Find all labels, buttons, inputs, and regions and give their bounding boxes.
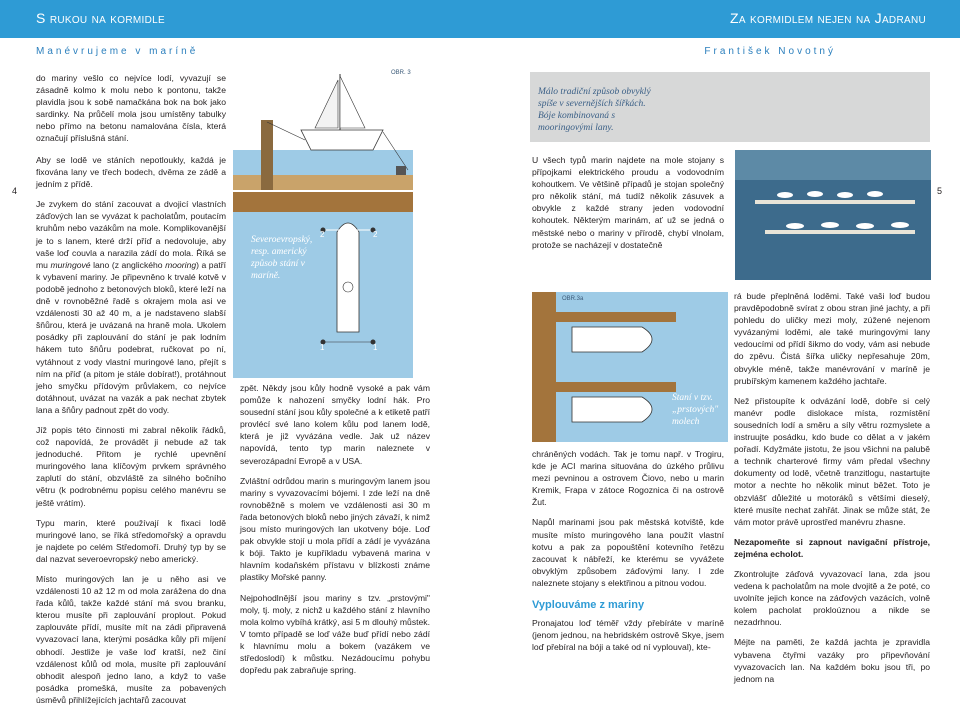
post-number-2b: 2 xyxy=(373,230,378,239)
marina-photo xyxy=(735,150,931,280)
column-2 xyxy=(240,382,430,684)
column-3-lower xyxy=(532,448,724,661)
col2-paragraph-2: Zvláštní odrůdou marin s muringovým lanem jsou mariny s vyvazovacími bójemi. I zde leží na dně rovnoběžně s molem ve vzdálenosti asi 30 m řada betonových bloků nebo jiných závaží, k nimž jsou místo muringových lan ukotveny bóje. Loď pak obvykle stojí u mola přídí a zádí je vyvázána k bóji. Takto je kupříkladu vybavená marina v hlavním kodaňském přístavu v blízkosti známe plastiky Mořské panny. xyxy=(240,475,430,583)
figure-obr3-side-view xyxy=(233,70,413,190)
col1-paragraph-4: Jíž popis této činnosti mi zabral několik řádků, což napovídá, že provádět ji nebude až tak jednoduché. Přitom je rychlé upevnění muringového lana klíčovým prvkem správného zaplutí do stání, obzvláště za silného bočního větru (k podrobnému popisu celého manévru se ještě vrátím). xyxy=(36,424,226,508)
col2-paragraph-3: Nejpohodlnější jsou mariny s tzv. „prstovými" moly, tj. moly, z nichž u každého stání z hlavního mola kolmo vybíhá krátký, asi 5 m dlouhý můstek. V tomto případě se loď váže buď přídí nebo zádí k hlavnímu molu a bokem (vazákem ve středoslodí) k můstku. Nezádoucímu pohybu dopředu pak zabraňuje spring. xyxy=(240,592,430,676)
post-number-1b: 1 xyxy=(373,343,378,352)
column-1-lower xyxy=(36,154,226,714)
col4-paragraph-3: Nezapomeňte si zapnout navigační přístroje, zejména echolot. xyxy=(734,536,930,559)
page-number-right: 5 xyxy=(937,186,943,196)
right-subtitle: František Novotný xyxy=(704,46,836,57)
header-right-title: Za kormidlem nejen na Jadranu xyxy=(730,10,926,26)
col4-paragraph-5: Méjte na paměti, že každá jachta je zpravidla vybavena čtyřmi vazáky pro připevňování vyvazovacích lan. Na každém boku jsou tři, po jednom na xyxy=(734,637,930,684)
figure-label-obr3: OBR. 3 xyxy=(391,70,411,76)
col1-paragraph-3: Je zvykem do stání zacouvat a dvojicí vlastních záďových lan se vyvázat k pacholatům, poutacím kruhům nebo vazákům na mole. Komplikovanější je to s lanem, které drží příď a nedovoluje, aby vaše loď couvla a narazila zádí do mola. Říká se mu muringové lano (z anglického mooring) a patří k vybavení mariny. Je připevněno k trvalé kotvě v podobě jednoho z betonových bloků, které leží na dně v rovnoběžné řadě s okrajem mola asi ve vzdálenosti 30 až 40 m, a je nadstaveno slabší šňůrou, která je uvázaná na hraně mola. Ukolem posádky při zaplouvání do stání je pak lodním hákem tuto šňůru podebrat, ručkovat po ní, vytáhnout z vody vlastní muringové lano, přejít s ním na příď (a pitom je stále dobírat!), protáhnout jeho smyčku přídovým průvlakem, co nejvíce dotáhnout, uvázat na vazák a pak nechat zbytek lana a šňůry padnout zpět do vody. xyxy=(36,199,227,415)
col4-paragraph-2: Než přistoupíte k odvázání lodě, dobře si celý manévr podle dislokace místa, rozmístění sousedních lodí a směru a síly větru rozmyslete a instruujte posádku, kdo bude co dělat a v jakém pořadí. Kdyžmáte jistotu, že jsou všichni na palubě a technik charterové firmy vám předal všechny dokumenty od lodě, včetně tranzitlogu, nastartujte motor a nechte ho několik minut běžet. Toto je obzvlášť důležité u motoráků s většími dieselý, které musíte nechat zahřát. Jinak se může stát, že vám motor právě uprostřed manévru zhasne. xyxy=(734,395,930,527)
col1-paragraph-6: Místo muringových lan je u něho asi ve vzdálenosti 10 až 12 m od mola zarážena do dna řada kůlů, takže každé stání má svou branku, kterou musíte při zaplouvání proplout. Pokud zaplouváte přídí, musíte mít na zádi připravená vyvazovací lana, kterými posádka kůly při míjení obhodí. Jestliže je vaše loď kratší, než činí vzdálenost kůlů od mola, musíte při zaplouvání obhodit alespoň jedno lano, a když to vaše posádka promešká, musíte za pobavených úsměvů přihlížejících jachtařů zacouvat xyxy=(36,574,226,705)
column-4 xyxy=(734,290,930,693)
column-3-upper xyxy=(532,154,724,259)
header-left-title: S rukou na kormidle xyxy=(36,10,165,26)
col2-paragraph-1: zpět. Někdy jsou kůly hodně vysoké a pak vám pomůže k nahození smyčky lodní hák. Pro sousední stání jsou kůly společné a k etiketě patří provlécí své lano kolem kůlu pod lanem lodě, která je již vyvázána vedle. Jak už název napovídá, tento typ marin naleznete v severozápadní Evropě a v USA. xyxy=(240,383,430,466)
col1-paragraph-2: Aby se lodě ve stáních nepotloukly, každá je fixována lany ve třech bodech, dvěma ze zádě a jedním z přídě. xyxy=(36,155,226,190)
col3-paragraph-3: Napůl marinami jsou pak městská kotviště, kde musíte místo muringového lana použít vlastní kotvu a pak za popouštění kotevního řetězu zacouvat k nábřeží, ke kterému se vyvážete obvyklým způsobem záďovými lany. I zde naleznete stojany s elektřinou a pitnou vodou. xyxy=(532,517,724,588)
col4-paragraph-4: Zkontrolujte záďová vyvazovací lana, zda jsou vedena k pacholatům na mole dvojitě a že poté, co uvolníte jejich konce na záďových vazácích, volně kolem pacholat prokloúznou a nikde se nezadrhnou. xyxy=(734,568,930,628)
boat-outline xyxy=(337,223,359,332)
figure-label-obr3a: OBR.3a xyxy=(562,296,584,302)
post-number-1a: 1 xyxy=(320,343,325,352)
col3-paragraph-2: chráněných vodách. Tak je tomu např. v Trogiru, kde je ACI marina situována do úzkého průlivu mezi pevninou a ostrovem Čiovo, nebo u marin Kremik, Frapa v zátoce Rogoznica či na ostrově Žut. xyxy=(532,449,724,508)
column-1 xyxy=(36,72,226,153)
figure-obr3-top-view xyxy=(233,192,413,378)
pier-post xyxy=(261,120,273,190)
figure-caption-north-american: Severoevropský, resp. americký způsob stání v maríně. xyxy=(251,235,313,281)
left-subtitle: Manévrujeme v maríně xyxy=(36,46,199,57)
post-number-2a: 2 xyxy=(320,230,325,239)
photo-caption: Staní v tzv. „prstových" molech xyxy=(672,393,719,427)
col1-paragraph-1: do mariny vešlo co nejvíce lodí, vyvazují se zásadně kolmo k molu nebo k pontonu, takže plavidla jsou k sobě namačkána bok na bok jako sardinky. Na průčelí mola jsou umístěny tabulky nebo přímo na betonu namalována čísla, která označují příslušná stání. xyxy=(36,73,226,144)
col3-paragraph-1: U všech typů marin najdete na mole stojany s přípojkami elektrického proudu a vodovodním kohoutkem. Ve většině případů je stojan společný pro několik stání, má tudíž několik zásuvek a obvykle z každé strany jeden vodovodní kohoutek. Některým marinám, ať už se jedná o městské nebo o mariny v přírodě, chybí vlnolam, protože se nacházejí v dostatečně xyxy=(532,155,724,250)
section-heading: Vyplouváme z mariny xyxy=(532,599,645,612)
note-text: Málo tradiční způsob obvyklý spíše v severnějších šířkách. Bóje kombinovaná s mooringovými lany. xyxy=(538,87,651,133)
figure-obr3a xyxy=(532,292,728,442)
seabed xyxy=(233,175,413,190)
col1-paragraph-5: Typu marin, které používají k fixaci lodě muringové lano, se říká středomořský a opravdu je najdete po celém Středomoří. Druhý typ by se dal nazvat severoevropský nebo americký. xyxy=(36,517,226,564)
col4-paragraph-1: rá bude přeplněná loděmi. Také vaši loď budou pravděpodobně svírat z obou stran jiné jachty, a při pohledu do uličky mezi moly, zúžené nejenom vyvázanými loděmi, ale také muringovými lany vedoucími od přídí šikmo do vody, vám asi nebude do zpěvu. Čistá šířka uličky nepřesahuje 20m, obvykle méně, takže manévrování v maríně je prubířským kamenem každého jachtaře. xyxy=(734,291,930,386)
page-number-left: 4 xyxy=(12,186,18,196)
col3-paragraph-4: Pronajatou loď téměř vždy přebíráte v maríně (jenom jednou, na hebridském ostrově Skye, jsem loď přebíral na bóji a také od ní vyplouval), kte- xyxy=(532,618,724,653)
